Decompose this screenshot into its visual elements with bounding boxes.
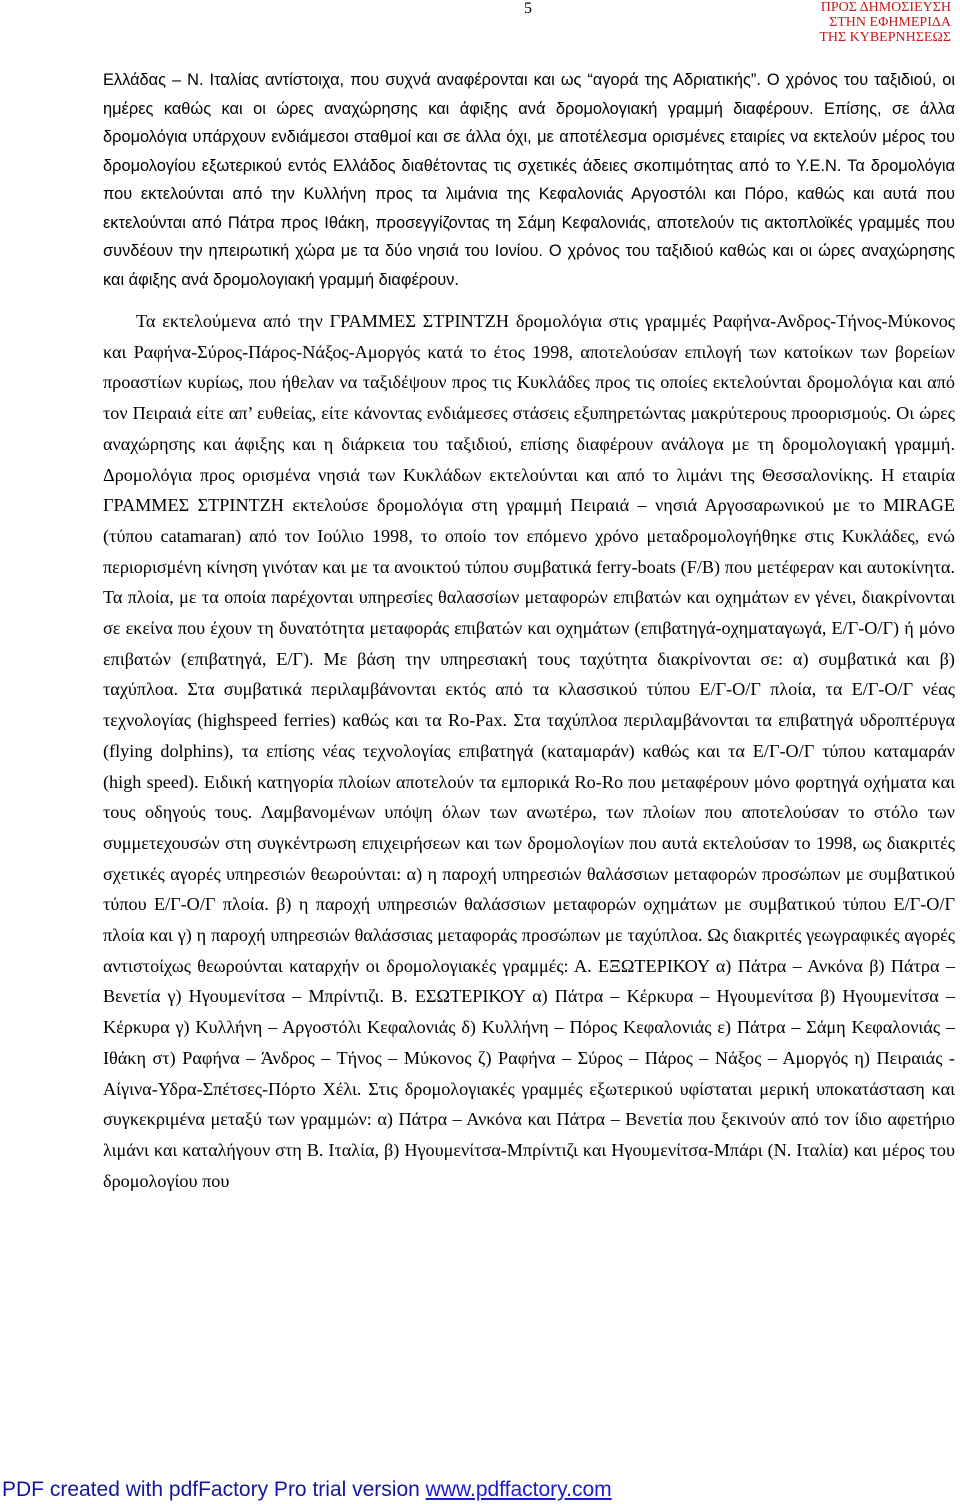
publication-stamp <box>819 0 951 45</box>
stamp-line: ΠΡΟΣ ΔΗΜΟΣΙΕΥΣΗ <box>820 0 951 15</box>
stamp-line: ΤΗΣ ΚΥΒΕΡΝΗΣΕΩΣ <box>819 30 951 45</box>
page-number: 5 <box>524 0 532 17</box>
pdf-footer <box>2 1478 612 1502</box>
paragraph-routes-ionian: Ελλάδας – Ν. Ιταλίας αντίστοιχα, που συχνά αναφέρονται και ως “αγορά της Αδριατικής”. Ο χρόνος του ταξιδιού, οι ημέρες καθώς και οι ώρες αναχώρησης και άφιξης ανά δρομολογιακή γραμμή διαφέρουν. Επίσης, σε άλλα δρομολόγια υπάρχουν ενδιάμεσοι σταθμοί και σε άλλα όχι, με αποτέλεσμα ορισμένες εταιρίες να εκτελούν μέρος του δρομολογίου εξωτερικού εντός Ελλάδος διαθέτοντας τις σχετικές άδειες σκοπιμότητας από το Υ.Ε.Ν. Τα δρομολόγια που εκτελούνται από την Κυλλήνη προς τα λιμάνια της Κεφαλονιάς Αργοστόλι και Πόρο, καθώς και αυτά που εκτελούνται από Πάτρα προς Ιθάκη, προσεγγίζοντας τη Σάμη Κεφαλονιάς, αποτελούν τις ακτοπλοϊκές γραμμές που συνδέουν την ηπειρωτική χώρα με τα δύο νησιά του Ιονίου. Ο χρόνος του ταξιδιού καθώς και οι ώρες αναχώρησης και άφιξης ανά δρομολογιακή γραμμή διαφέρουν. <box>103 71 955 289</box>
paragraph-strintzis-markets: Τα εκτελούμενα από την ΓΡΑΜΜΕΣ ΣΤΡΙΝΤΖΗ δρομολόγια στις γραμμές Ραφήνα-Ανδρος-Τήνος-Μύκονος και Ραφήνα-Σύρος-Πάρος-Νάξος-Αμοργός κατά το έτος 1998, αποτελούσαν επιλογή των κατοίκων των βορείων προαστίων κυρίως, που ήθελαν να ταξιδέψουν προς τις Κυκλάδες προς τις οποίες εκτελούνται δρομολόγια και από τον Πειραιά είτε απ’ ευθείας, είτε κάνοντας ενδιάμεσες στάσεις εξυπηρετώντας μακρύτερους προορισμούς. Οι ώρες αναχώρησης και άφιξης και η διάρκεια του ταξιδιού, επίσης διαφέρουν ανάλογα με τη δρομολογιακή γραμμή. Δρομολόγια προς ορισμένα νησιά των Κυκλάδων εκτελούνται και από το λιμάνι της Θεσσαλονίκης. Η εταιρία ΓΡΑΜΜΕΣ ΣΤΡΙΝΤΖΗ εκτελούσε δρομολόγια στη γραμμή Πειραιά – νησιά Αργοσαρωνικού με το MIRAGE (τύπου catamaran) από τον Ιούλιο 1998, το οποίο τον επόμενο χρόνο μεταδρομολογήθηκε στις Κυκλάδες, ενώ περιορισμένη κίνηση γινόταν και με τα ανοικτού τύπου συμβατικά ferry-boats (F/B) που μετέφεραν και αυτοκίνητα. Τα πλοία, με τα οποία παρέχονται υπηρεσίες θαλασσίων μεταφορών επιβατών και οχημάτων εν γένει, διακρίνονται σε εκείνα που έχουν τη δυνατότητα μεταφοράς επιβατών και οχημάτων (επιβατηγά-οχηματαγωγά, Ε/Γ-Ο/Γ) ή μόνο επιβατών (επιβατηγά, Ε/Γ). Με βάση την υπηρεσιακή τους ταχύτητα διακρίνονται σε: α) συμβατικά και β) ταχύπλοα. Στα συμβατικά περιλαμβάνονται εκτός από τα κλασσικού τύπου Ε/Γ-Ο/Γ πλοία, τα Ε/Γ-Ο/Γ νέας τεχνολογίας (highspeed ferries) καθώς και τα Ro-Pax. Στα ταχύπλοα περιλαμβάνονται τα επιβατηγά υδροπτέρυγα (flying dolphins), τα επίσης νέας τεχνολογίας επιβατηγά (καταμαράν) καθώς και τα Ε/Γ-Ο/Γ τύπου καταμαράν (high speed). Ειδική κατηγορία πλοίων αποτελούν τα εμπορικά Ro-Ro που μεταφέρουν μόνο φορτηγά οχήματα και τους οδηγούς τους. Λαμβανομένων υπόψη όλων των ανωτέρω, των πλοίων που αποτελούσαν το στόλο των συμμετεχουσών στη συγκέντρωση επιχειρήσεων και των δρομολογίων που αυτά εκτελούσαν το 1998, ως διακριτές σχετικές αγορές υπηρεσιών θεωρούνται: α) η παροχή υπηρεσιών θαλάσσιων μεταφορών προσώπων με συμβατικού τύπου Ε/Γ-Ο/Γ πλοία. β) η παροχή υπηρεσιών θαλάσσιων μεταφορών οχημάτων με συμβατικού τύπου Ε/Γ-Ο/Γ πλοία και γ) η παροχή υπηρεσιών θαλάσσιας μεταφοράς προσώπων με ταχύπλοα. Ως διακριτές γεωγραφικές αγορές αντιστοίχως θεωρούνται καταρχήν οι δρομολογιακές γραμμές: Α. ΕΞΩΤΕΡΙΚΟΥ α) Πάτρα – Ανκόνα β) Πάτρα – Βενετία γ) Ηγουμενίτσα – Μπρίντιζι. Β. ΕΣΩΤΕΡΙΚΟΥ α) Πάτρα – Κέρκυρα – Ηγουμενίτσα β) Ηγουμενίτσα – Κέρκυρα γ) Κυλλήνη – Αργοστόλι Κεφαλονιάς δ) Κυλλήνη – Πόρος Κεφαλονιάς ε) Πάτρα – Σάμη Κεφαλονιάς – Ιθάκη στ) Ραφήνα – Άνδρος – Τήνος – Μύκονος ζ) Ραφήνα – Σύρος – Πάρος – Νάξος – Αμοργός η) Πειραιάς - Αίγινα-Υδρα-Σπέτσες-Πόρτο Χέλι. Στις δρομολογιακές γραμμές εξωτερικού υφίσταται μερική υποκατάσταση και συγκεκριμένα μεταξύ των γραμμών: α) Πάτρα – Ανκόνα και Πάτρα – Βενετία που ξεκινούν από τον ίδιο αφετήριο λιμάνι και καταλήγουν στη Β. Ιταλία, β) Ηγουμενίτσα-Μπρίντιζι και Ηγουμενίτσα-Μπάρι (Ν. Ιταλία) και μέρος του δρομολογίου που <box>103 311 955 1191</box>
footer-text: PDF created with pdfFactory Pro trial version <box>2 1478 426 1501</box>
stamp-line: ΣΤΗΝ ΕΦΗΜΕΡΙΔΑ <box>829 15 951 30</box>
document-body <box>103 66 955 1196</box>
pdffactory-link[interactable]: www.pdffactory.com <box>425 1478 612 1501</box>
